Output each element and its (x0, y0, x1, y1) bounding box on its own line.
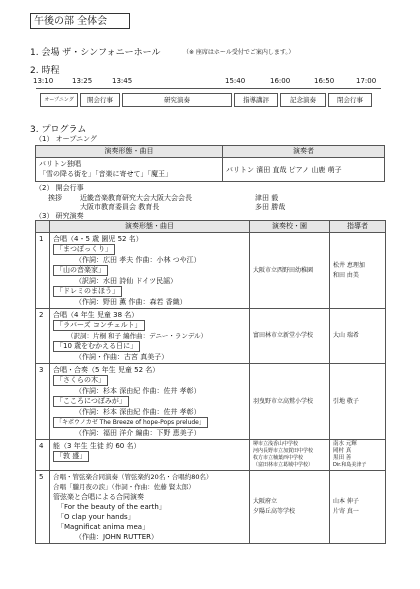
piece-line: 「ラバーズ コンチェルト」 (53, 320, 145, 331)
schedule-block-opening-ceremony: 開会行事 (80, 93, 120, 107)
research-heading: （3） 研究演奏 (35, 212, 84, 220)
program-heading: 3. プログラム (30, 125, 87, 135)
piece-line: 「For the beauty of the earth」 (57, 503, 166, 511)
greeting-label: 挨拶 (48, 194, 62, 202)
row-number: 3 (36, 364, 50, 440)
piece-line: （作詞：広田 孝夫 作曲：小林 つや江） (75, 256, 201, 264)
piece-line: 管弦楽と合唱による合同演奏 (53, 493, 144, 501)
time-6: 16:50 (314, 77, 335, 85)
time-3: 13:45 (112, 77, 133, 85)
row-number: 4 (36, 440, 50, 471)
schedule-block-research: 研究演奏 (122, 93, 232, 107)
leader-name: 片寄 真一 (333, 508, 359, 515)
school-name: 枚方市立楠葉西中学校 (253, 455, 304, 461)
piece-line: 「こころにつぼみが」 (53, 396, 129, 407)
leader-name: 黒田 善 (333, 455, 352, 461)
leader-name: Dir.和島美津子 (333, 462, 367, 468)
row-number: 1 (36, 233, 50, 309)
piece-line: 合唱・管弦楽合同演奏（管弦楽約20名・合唱約80名） (53, 473, 213, 481)
leader-name: 南水 元輝 (333, 441, 357, 447)
time-4: 15:40 (225, 77, 246, 85)
greeting-org-1: 近畿音楽教育研究大会大阪大会会長 (80, 194, 192, 202)
leader-name: 山本 伸子 (333, 498, 359, 505)
row-leaders (330, 309, 386, 364)
piece-line: （作詞：杉本 深由紀 作曲：佐井 孝彰） (75, 387, 201, 395)
piece-line: 「敦 盛」 (53, 451, 89, 462)
row-leaders (330, 471, 386, 544)
table-row (36, 471, 386, 544)
row-number: 2 (36, 309, 50, 364)
ceremony-heading: （2） 開会行事 (35, 184, 84, 192)
piece-line: （作曲：JOHN RUTTER） (75, 533, 159, 541)
leader-name: 引地 敬子 (333, 397, 359, 405)
row-school: 羽曳野市立高鷲小学校 (250, 364, 330, 440)
opening-col-form: 演奏形態・曲目 (36, 146, 223, 158)
piece-line: （作詞：野田 薫 作曲：森若 香織） (75, 298, 187, 306)
row-school (250, 471, 330, 544)
piece-line: 「O clap your hands」 (57, 513, 135, 521)
school-name: 大阪府立 (253, 498, 278, 505)
piece-line: （訳詞：水田 詩仙 ドイツ民謡） (75, 277, 178, 285)
piece-line: 合唱「朧月夜の涙」（作詞・作曲：佐藤 賢太郎） (53, 483, 195, 491)
school-name: （富田林市立葛城中学校） (253, 462, 314, 468)
research-col-form: 演奏形態・曲目 (50, 221, 250, 233)
schedule-heading: 2. 時程 (30, 66, 60, 76)
schedule-block-opening: オープニング (40, 93, 78, 107)
research-table (35, 220, 386, 544)
piece-line: 能（3 年生 生徒 約 60 名） (53, 442, 141, 450)
piece-line: 合唱（4 年生 児童 38 名） (53, 311, 139, 319)
piece-line: 「ドレミのまほう」 (53, 286, 122, 297)
row-leaders (330, 364, 386, 440)
opening-table (35, 145, 385, 182)
piece-line: 「キボウノカゼ The Breeze of hope-Pops prelude」 (53, 417, 208, 428)
row-school: 大阪市立西野田幼稚園 (250, 233, 330, 309)
piece-line: 「山の音楽家」 (53, 265, 108, 276)
time-5: 16:00 (270, 77, 291, 85)
table-row (36, 309, 386, 364)
school-name: 河内長野市立加賀田中学校 (253, 448, 314, 454)
schedule-block-closing: 閉会行事 (328, 93, 372, 107)
timeline-rule (36, 88, 381, 89)
row-leaders (330, 440, 386, 471)
school-name: 夕陽丘高等学校 (253, 508, 296, 515)
piece-line: （訳詞：片桐 和子 編作曲：デニー・ランデル） (67, 332, 208, 340)
opening-piece-line: バリトン独唱 (39, 160, 81, 168)
row-number: 5 (36, 471, 50, 544)
page-title: 午後の部 全体会 (30, 13, 130, 29)
row-pieces (50, 233, 250, 309)
piece-line: 合唱（4・5 歳 園児 52 名） (53, 235, 143, 243)
school-name: 堺市立浅香山中学校 (253, 441, 299, 447)
piece-line: 「さくらの木」 (53, 375, 108, 386)
piece-line: （作詞・作曲：古宮 真美子） (75, 353, 169, 361)
greeting-org-2: 大阪市教育委員会 教育長 (80, 203, 160, 211)
research-col-school: 演奏校・園 (250, 221, 330, 233)
row-pieces (50, 364, 250, 440)
opening-col-performer: 演奏者 (223, 146, 385, 158)
leader-name: 大山 瑞希 (333, 332, 359, 339)
table-row (36, 364, 386, 440)
leader-name: 岡村 真 (333, 448, 352, 454)
row-pieces (50, 471, 250, 544)
greeting-name-2: 多田 勝哉 (255, 203, 286, 211)
schedule-block-commemorative: 記念演奏 (280, 93, 326, 107)
row-pieces (50, 309, 250, 364)
row-school: 富田林市立新堂小学校 (250, 309, 330, 364)
venue-label: 1. 会場 ザ・シンフォニーホール (30, 48, 161, 58)
venue-note: （※ 座席はホール受付でご案内します。） (183, 49, 295, 56)
piece-line: 「Magnificat anima mea」 (57, 523, 150, 531)
leader-name: 和田 由美 (333, 271, 359, 279)
time-1: 13:10 (33, 77, 54, 85)
opening-performer-cell: バリトン 濱田 直哉 ピアノ 山鹿 萌子 (223, 158, 385, 182)
leader-name: 松井 恵理加 (333, 261, 365, 269)
piece-line: 合唱・合奏（5 年生 児童 52 名） (53, 366, 160, 374)
piece-line: （作詞：福田 洋介 編曲：下野 恵美子） (75, 429, 201, 437)
opening-heading: （1） オープニング (35, 135, 97, 143)
row-school (250, 440, 330, 471)
research-col-leader: 指導者 (330, 221, 386, 233)
row-pieces (50, 440, 250, 471)
piece-line: 「10 歳をむかえる日に」 (53, 341, 140, 352)
row-leaders (330, 233, 386, 309)
schedule-block-review: 指導講評 (234, 93, 278, 107)
table-row (36, 233, 386, 309)
time-7: 17:00 (356, 77, 377, 85)
piece-line: 「まつぼっくり」 (53, 244, 115, 255)
table-row (36, 440, 386, 471)
piece-line: （作詞：杉本 深由紀 作曲：佐井 孝彰） (75, 408, 201, 416)
greeting-name-1: 津田 毅 (255, 194, 279, 202)
opening-piece-cell (36, 158, 223, 182)
opening-piece-line: 「雪の降る街を」「音楽に寄せて」「魔王」 (39, 170, 172, 178)
research-col-num (36, 221, 50, 233)
time-2: 13:25 (72, 77, 93, 85)
